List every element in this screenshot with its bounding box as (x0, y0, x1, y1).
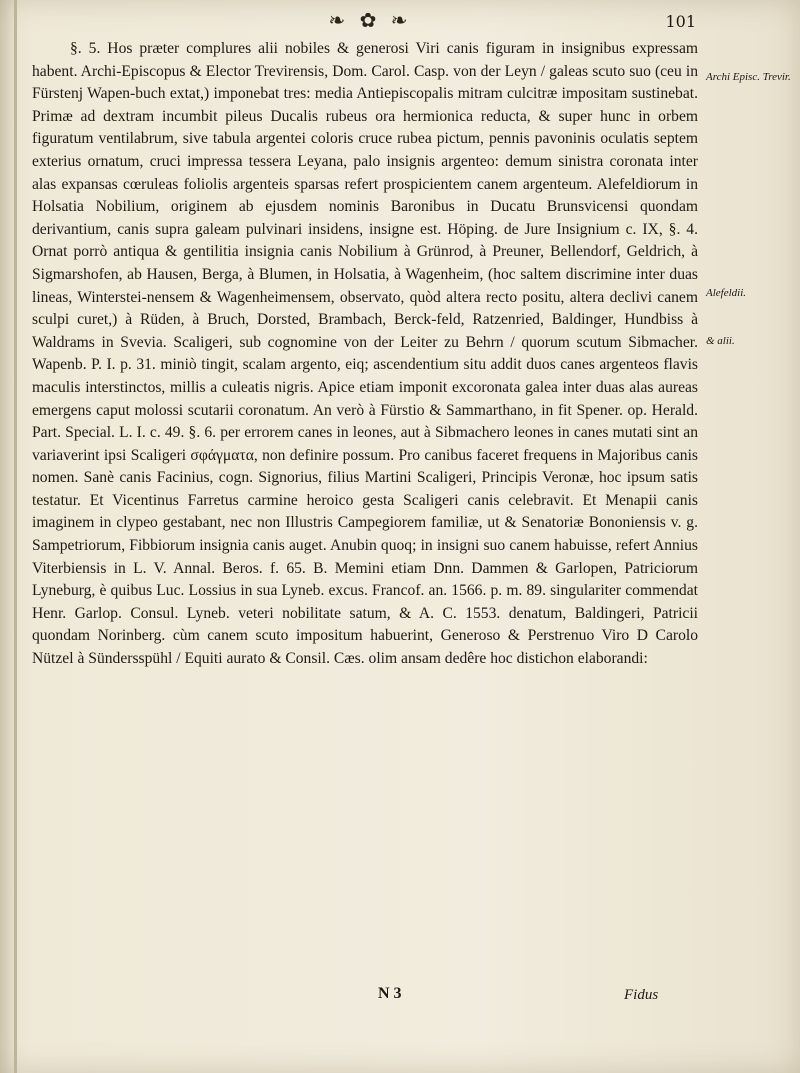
page-header (0, 6, 800, 36)
catchword: Fidus (624, 987, 659, 1003)
page-number: 101 (665, 12, 696, 31)
header-ornament: ❧ ✿ ❧ (328, 8, 412, 32)
page-gutter-edge (14, 0, 17, 1073)
margin-note-alefeldii: Alefeldii. (706, 287, 747, 299)
signature-mark: N 3 (378, 985, 402, 1002)
margin-note-alii: & alii. (706, 335, 735, 347)
main-text-block (32, 38, 698, 671)
page-footer (0, 985, 800, 1015)
margin-note-archi-episc: Archi Episc. Trevir. (706, 71, 791, 83)
paragraph: §. 5. Hos præter complures alii nobiles & generosi Viri canis figuram in insignibus expressam habent. Archi-Episcopus & Elector Trevirensis, Dom. Carol. Casp. von der Leyn / galeas scuto suo (ceu in Fürstenj Wapen-buch extat,) imponebat tres: media Antiepiscopalis mitram culcitræ impositam sustinebat. Primæ ad dextram incumbit pileus Ducalis rubeus ora hermionica reducta, & super hunc in orbem figuratum ventilabrum, sive tabula argentei coloris cruce rubea pictum, pennis pavoninis oculatis septem exterius ornatum, cruci impressa tessera Leyana, palo insignis argenteo: demum sinistra coronata inter alas expansas cœruleas foliolis argenteis sparsas refert prospicientem canem argenteum. Alefeldiorum in Holsatia Nobilium, originem ab ejusdem nominis Baronibus in Ducatu Brunsvicensi quondam derivantium, canis supra galeam pulvinari insidens, insigne est. Höping. de Jure Insignium c. IX, §. 4. Ornat porrò antiqua & gentilitia insignia canis Nobilium à Grünrod, à Preuner, Bellendorf, Geldrich, à Sigmarshofen, ab Hausen, Berga, à Blumen, in Holsatia, à Wagenheim, (hoc saltem discrimine inter duas lineas, Winterstei-nensem & Wagenheimensem, observato, quòd altera recto positu, altera declivi canem sculpi curet,) à Rüden, à Bruch, Dorsted, Brambach, Berck-feld, Ratzenried, Baldinger, Hundbiss à Waldrams in Svevia. Scaligeri, sub cognomine von der Leiter zu Behrn / quorum scutum Sibmacher. Wapenb. P. I. p. 31. miniò tingit, scalam argento, eiq; ascendentium situ addit duos canes argenteos flavis maculis interstinctos, millis a culeatis nigris. Apice etiam imponit excoronata galea inter duas alas aureas emergens caput molossi scutarii coronatum. An verò à Fürstio & Sammarthano, in fit Spener. op. Herald. Part. Special. L. I. c. 49. §. 6. per errorem canes in leones, aut à Sibmachero leones in canes mutati sint an variaverint ipsi Scaligeri σφάγματα, non definire possum. Pro canibus faceret frequens in Majoribus canis nomen. Sanè canis Facinius, cogn. Signorius, filius Martini Scaligeri, Principis Veronæ, hoc ipsum satis testatur. Et Vicentinus Farretus carmine heroico gesta Scaligeri canis celebravit. Et Menapii canis imaginem in clypeo gestabant, nec non Illustris Campegiorem familiæ, ut & Senatoriæ Bononiensis v. g. Sampetriorum, Fibbiorum insignia canis auget. Anubin quoq; in insigni suo canem habuisse, refert Annius Viterbiensis in L. V. Annal. Beros. f. 65. B. Memini etiam Dnn. Dammen & Garlopen, Patriciorum Lyneburg, è quibus Luc. Lossius in sua Lyneb. excus. Francof. an. 1566. p. m. 89. singulariter commendat Henr. Garlop. Consul. Lyneb. veteri nobilitate satum, & A. C. 1553. denatum, Baldingeri, Patricii quondam Norinberg. cùm canem scuto impositum habuerint, Generoso & Perstrenuo Viro D Carolo Nützel à Sündersspühl / Equiti aurato & Consil. Cæs. olim ansam dedêre hoc distichon elaborandi: (32, 40, 698, 668)
